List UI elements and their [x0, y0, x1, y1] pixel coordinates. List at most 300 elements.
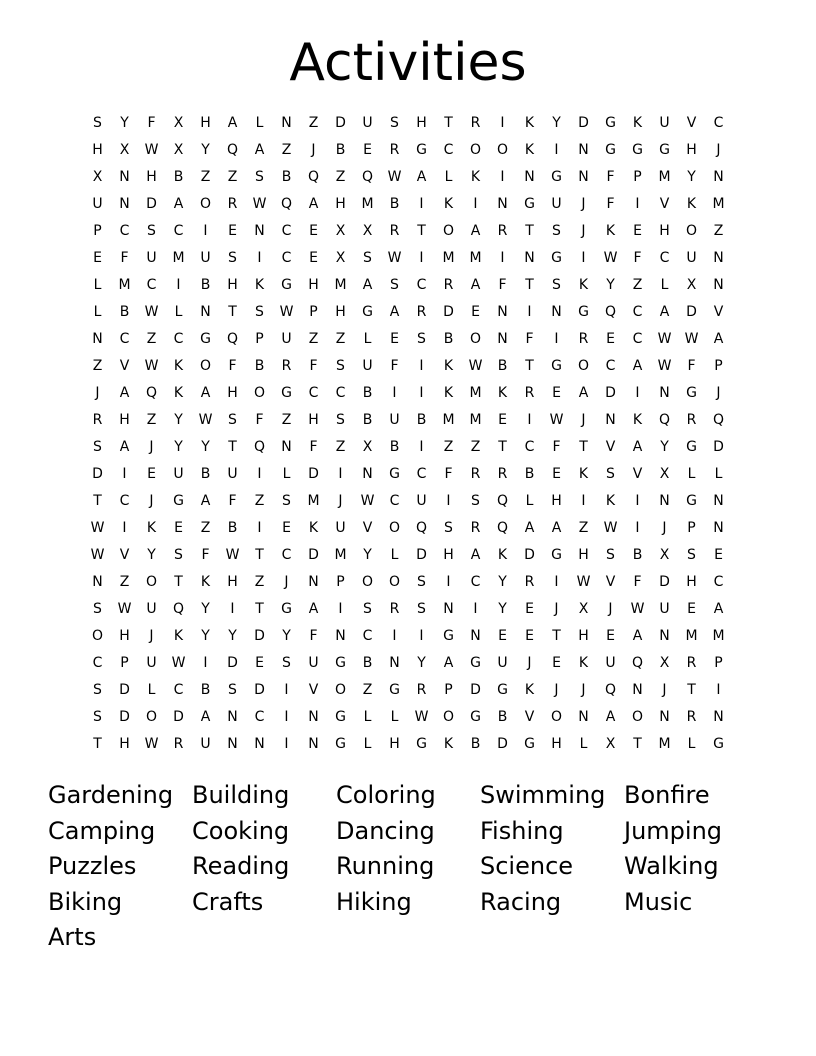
grid-row [84, 461, 732, 488]
grid-letter: I [635, 493, 640, 509]
grid-letter: Y [147, 547, 156, 563]
grid-letter: R [524, 574, 535, 590]
grid-letter: G [686, 385, 697, 401]
grid-letter: G [686, 439, 697, 455]
grid-letter: W [684, 331, 699, 347]
grid-letter: F [525, 331, 534, 347]
grid-letter: O [550, 709, 563, 725]
grid-letter: S [93, 115, 102, 131]
word-list-item: Fishing [480, 816, 564, 845]
grid-letter: D [713, 439, 724, 455]
grid-letter: K [497, 547, 508, 563]
grid-letter: Y [120, 115, 129, 131]
grid-letter: F [633, 250, 642, 266]
grid-letter: F [606, 196, 615, 212]
grid-letter: C [524, 439, 535, 455]
grid-letter: N [254, 223, 265, 239]
grid-letter: V [713, 304, 724, 320]
grid-letter: T [498, 439, 507, 455]
grid-letter: R [470, 466, 481, 482]
grid-letter: N [92, 574, 103, 590]
grid-letter: B [200, 277, 211, 293]
grid-letter: R [227, 196, 238, 212]
grid-letter: J [311, 142, 316, 158]
grid-letter: D [578, 115, 589, 131]
grid-letter: P [633, 169, 642, 185]
grid-letter: X [659, 547, 670, 563]
grid-letter: F [444, 466, 453, 482]
grid-letter: P [93, 223, 102, 239]
grid-letter: K [578, 277, 589, 293]
grid-letter: T [687, 682, 696, 698]
grid-letter: L [363, 736, 372, 752]
grid-row [84, 434, 732, 461]
grid-letter: I [581, 493, 586, 509]
grid-row [84, 731, 732, 758]
grid-letter: H [578, 628, 589, 644]
grid-letter: O [361, 574, 374, 590]
grid-letter: L [363, 709, 372, 725]
grid-letter: I [338, 601, 343, 617]
grid-letter: K [443, 196, 454, 212]
grid-letter: I [419, 196, 424, 212]
word-list-item: Racing [480, 887, 562, 916]
grid-letter: A [524, 520, 535, 536]
grid-letter: Z [335, 439, 346, 455]
grid-letter: L [363, 331, 372, 347]
grid-letter: C [389, 493, 400, 509]
grid-letter: U [362, 358, 373, 374]
grid-letter: F [120, 250, 129, 266]
grid-letter: W [414, 709, 429, 725]
grid-letter: Q [604, 682, 617, 698]
grid-letter: A [605, 709, 616, 725]
grid-letter: K [605, 223, 616, 239]
grid-letter: Q [226, 331, 239, 347]
grid-letter: A [308, 601, 319, 617]
grid-row [84, 218, 732, 245]
grid-letter: W [630, 601, 645, 617]
grid-letter: I [284, 736, 289, 752]
grid-row [84, 542, 732, 569]
grid-letter: C [335, 385, 346, 401]
grid-letter: K [578, 655, 589, 671]
grid-letter: C [281, 250, 292, 266]
grid-letter: H [119, 412, 130, 428]
grid-letter: G [281, 601, 292, 617]
grid-letter: Y [201, 142, 210, 158]
grid-letter: J [716, 142, 721, 158]
grid-letter: J [608, 601, 613, 617]
grid-letter: K [254, 277, 265, 293]
grid-letter: D [335, 115, 346, 131]
grid-letter: D [119, 682, 130, 698]
grid-letter: U [308, 655, 319, 671]
grid-letter: X [605, 736, 616, 752]
grid-letter: Q [361, 169, 374, 185]
grid-row [84, 326, 732, 353]
grid-letter: M [118, 277, 131, 293]
grid-letter: H [659, 223, 670, 239]
grid-letter: S [93, 439, 102, 455]
grid-letter: E [390, 331, 399, 347]
grid-letter: E [255, 655, 264, 671]
grid-letter: O [199, 196, 212, 212]
grid-letter: W [144, 736, 159, 752]
grid-letter: K [146, 520, 157, 536]
grid-letter: Y [606, 277, 615, 293]
grid-letter: S [255, 169, 264, 185]
grid-letter: N [578, 169, 589, 185]
grid-letter: P [714, 358, 723, 374]
grid-letter: K [524, 682, 535, 698]
grid-letter: L [714, 466, 723, 482]
grid-letter: U [173, 466, 184, 482]
grid-row [84, 515, 732, 542]
grid-letter: V [362, 520, 373, 536]
grid-letter: I [500, 169, 505, 185]
grid-letter: H [200, 115, 211, 131]
grid-letter: Q [145, 385, 158, 401]
grid-letter: G [605, 142, 616, 158]
grid-letter: U [497, 655, 508, 671]
grid-letter: O [577, 358, 590, 374]
grid-letter: U [200, 736, 211, 752]
grid-letter: B [632, 547, 643, 563]
grid-letter: B [362, 412, 373, 428]
grid-letter: F [498, 277, 507, 293]
grid-letter: B [497, 358, 508, 374]
grid-letter: N [254, 736, 265, 752]
grid-letter: V [605, 439, 616, 455]
grid-letter: H [578, 547, 589, 563]
grid-letter: W [117, 601, 132, 617]
grid-letter: B [497, 709, 508, 725]
grid-letter: Z [119, 574, 130, 590]
grid-letter: I [473, 601, 478, 617]
grid-letter: J [581, 682, 586, 698]
grid-letter: N [713, 169, 724, 185]
grid-letter: Z [92, 358, 103, 374]
grid-letter: W [468, 358, 483, 374]
grid-letter: N [308, 709, 319, 725]
grid-letter: W [603, 250, 618, 266]
grid-letter: F [309, 439, 318, 455]
grid-letter: Q [712, 412, 725, 428]
grid-letter: F [255, 412, 264, 428]
grid-letter: N [308, 736, 319, 752]
grid-letter: Z [146, 331, 157, 347]
grid-letter: L [174, 304, 183, 320]
grid-letter: O [442, 223, 455, 239]
grid-letter: N [119, 196, 130, 212]
grid-letter: T [417, 223, 426, 239]
grid-row [84, 569, 732, 596]
grid-letter: X [119, 142, 130, 158]
grid-letter: Y [282, 628, 291, 644]
grid-letter: R [416, 682, 427, 698]
grid-letter: O [469, 142, 482, 158]
grid-letter: Z [146, 412, 157, 428]
grid-letter: L [579, 736, 588, 752]
grid-letter: N [713, 709, 724, 725]
grid-letter: D [443, 304, 454, 320]
grid-letter: X [362, 439, 373, 455]
grid-letter: V [686, 115, 697, 131]
grid-row [84, 488, 732, 515]
grid-letter: T [93, 493, 102, 509]
grid-letter: L [147, 682, 156, 698]
grid-letter: I [284, 709, 289, 725]
grid-letter: X [362, 223, 373, 239]
grid-letter: E [552, 385, 561, 401]
grid-letter: W [279, 304, 294, 320]
word-list-item: Arts [48, 923, 97, 951]
grid-letter: V [308, 682, 319, 698]
grid-row [84, 191, 732, 218]
grid-letter: H [335, 196, 346, 212]
grid-row [84, 380, 732, 407]
grid-letter: A [416, 169, 427, 185]
grid-letter: C [119, 331, 130, 347]
grid-letter: K [443, 736, 454, 752]
grid-letter: B [227, 520, 238, 536]
grid-letter: H [551, 736, 562, 752]
grid-letter: I [338, 466, 343, 482]
grid-letter: K [200, 574, 211, 590]
grid-letter: Y [228, 628, 237, 644]
grid-letter: U [227, 466, 238, 482]
grid-letter: O [631, 709, 644, 725]
grid-letter: J [338, 493, 343, 509]
grid-letter: S [255, 304, 264, 320]
grid-letter: C [659, 250, 670, 266]
grid-letter: I [419, 628, 424, 644]
grid-letter: I [419, 358, 424, 374]
grid-letter: R [497, 466, 508, 482]
grid-letter: I [392, 385, 397, 401]
grid-letter: G [470, 655, 481, 671]
grid-letter: N [578, 709, 589, 725]
grid-letter: N [524, 250, 535, 266]
grid-letter: X [578, 601, 589, 617]
grid-letter: G [551, 169, 562, 185]
grid-letter: G [524, 736, 535, 752]
grid-letter: Z [335, 169, 346, 185]
word-list-item: Hiking [336, 887, 412, 916]
grid-letter: Y [363, 547, 372, 563]
grid-letter: Z [308, 331, 319, 347]
grid-letter: B [389, 196, 400, 212]
grid-letter: E [714, 547, 723, 563]
grid-letter: E [93, 250, 102, 266]
grid-letter: E [363, 142, 372, 158]
grid-letter: E [498, 628, 507, 644]
grid-row [84, 704, 732, 731]
word-list-item: Biking [48, 887, 123, 916]
grid-letter: V [119, 358, 130, 374]
grid-letter: S [417, 574, 426, 590]
grid-letter: E [309, 223, 318, 239]
grid-letter: S [228, 250, 237, 266]
grid-letter: F [552, 439, 561, 455]
grid-letter: D [605, 385, 616, 401]
grid-letter: R [686, 655, 697, 671]
grid-letter: U [686, 250, 697, 266]
grid-letter: J [662, 682, 667, 698]
grid-letter: X [686, 277, 697, 293]
grid-letter: G [551, 250, 562, 266]
grid-letter: N [92, 331, 103, 347]
grid-letter: G [389, 682, 400, 698]
grid-letter: U [659, 115, 670, 131]
grid-letter: X [173, 142, 184, 158]
grid-letter: N [335, 628, 346, 644]
word-list-item: Music [624, 887, 693, 916]
page-title: Activities [289, 33, 527, 93]
grid-letter: Q [280, 196, 293, 212]
grid-letter: N [281, 115, 292, 131]
grid-letter: H [308, 412, 319, 428]
grid-letter: W [144, 304, 159, 320]
grid-letter: D [92, 466, 103, 482]
grid-letter: A [659, 304, 670, 320]
grid-letter: M [469, 412, 482, 428]
grid-letter: Z [200, 520, 211, 536]
grid-letter: W [657, 358, 672, 374]
grid-letter: A [713, 601, 724, 617]
grid-row [84, 272, 732, 299]
grid-letter: N [659, 493, 670, 509]
grid-letter: A [551, 520, 562, 536]
grid-letter: U [605, 655, 616, 671]
grid-letter: T [525, 277, 534, 293]
grid-letter: O [91, 628, 104, 644]
grid-letter: R [497, 223, 508, 239]
grid-letter: R [524, 385, 535, 401]
grid-letter: I [716, 682, 721, 698]
grid-letter: Q [658, 412, 671, 428]
grid-letter: L [93, 277, 102, 293]
grid-letter: I [257, 466, 262, 482]
grid-letter: X [173, 115, 184, 131]
grid-letter: F [633, 574, 642, 590]
grid-letter: C [605, 358, 616, 374]
grid-letter: J [554, 601, 559, 617]
grid-letter: U [416, 493, 427, 509]
grid-letter: H [389, 736, 400, 752]
grid-letter: K [497, 385, 508, 401]
grid-letter: B [119, 304, 130, 320]
grid-letter: I [527, 412, 532, 428]
grid-letter: C [254, 709, 265, 725]
grid-letter: T [255, 601, 264, 617]
grid-letter: B [254, 358, 265, 374]
grid-letter: O [388, 520, 401, 536]
grid-letter: T [255, 547, 264, 563]
grid-letter: Q [253, 439, 266, 455]
word-list-item: Bonfire [624, 781, 710, 809]
grid-letter: A [632, 628, 643, 644]
grid-letter: J [716, 385, 721, 401]
grid-letter: F [201, 547, 210, 563]
grid-letter: U [281, 331, 292, 347]
grid-letter: G [173, 493, 184, 509]
word-list-item: Science [480, 852, 574, 880]
grid-letter: E [552, 655, 561, 671]
grid-letter: T [93, 736, 102, 752]
grid-letter: Z [443, 439, 454, 455]
grid-letter: N [659, 628, 670, 644]
grid-letter: D [524, 547, 535, 563]
grid-letter: C [173, 331, 184, 347]
grid-letter: E [687, 601, 696, 617]
grid-letter: A [632, 439, 643, 455]
grid-letter: X [659, 466, 670, 482]
grid-letter: W [171, 655, 186, 671]
grid-letter: R [281, 358, 292, 374]
grid-letter: D [173, 709, 184, 725]
grid-letter: G [497, 682, 508, 698]
grid-letter: R [389, 142, 400, 158]
grid-letter: K [173, 628, 184, 644]
grid-letter: G [605, 115, 616, 131]
grid-letter: T [525, 358, 534, 374]
grid-letter: R [470, 115, 481, 131]
grid-letter: J [527, 655, 532, 671]
grid-letter: C [119, 223, 130, 239]
grid-letter: R [470, 520, 481, 536]
grid-letter: E [174, 520, 183, 536]
grid-letter: C [470, 574, 481, 590]
grid-row [84, 245, 732, 272]
grid-letter: O [145, 709, 158, 725]
grid-row [84, 650, 732, 677]
grid-letter: S [282, 655, 291, 671]
word-list-item: Gardening [48, 781, 174, 809]
grid-letter: O [442, 709, 455, 725]
grid-letter: Y [417, 655, 426, 671]
grid-letter: I [203, 655, 208, 671]
grid-letter: D [416, 547, 427, 563]
grid-letter: K [605, 493, 616, 509]
grid-letter: I [257, 250, 262, 266]
grid-letter: Z [578, 520, 589, 536]
grid-letter: P [255, 331, 264, 347]
grid-letter: U [146, 250, 157, 266]
grid-letter: G [524, 196, 535, 212]
grid-letter: G [335, 655, 346, 671]
grid-letter: V [659, 196, 670, 212]
grid-letter: W [360, 493, 375, 509]
grid-letter: A [470, 223, 481, 239]
grid-letter: S [93, 601, 102, 617]
grid-letter: W [90, 520, 105, 536]
grid-letter: V [632, 466, 643, 482]
grid-letter: D [308, 547, 319, 563]
grid-letter: H [443, 547, 454, 563]
grid-letter: I [392, 628, 397, 644]
grid-letter: W [198, 412, 213, 428]
grid-letter: Y [687, 169, 696, 185]
grid-letter: K [524, 115, 535, 131]
grid-letter: L [390, 709, 399, 725]
grid-row [84, 164, 732, 191]
grid-letter: S [552, 223, 561, 239]
grid-letter: P [336, 574, 345, 590]
grid-letter: L [93, 304, 102, 320]
grid-letter: M [658, 169, 671, 185]
